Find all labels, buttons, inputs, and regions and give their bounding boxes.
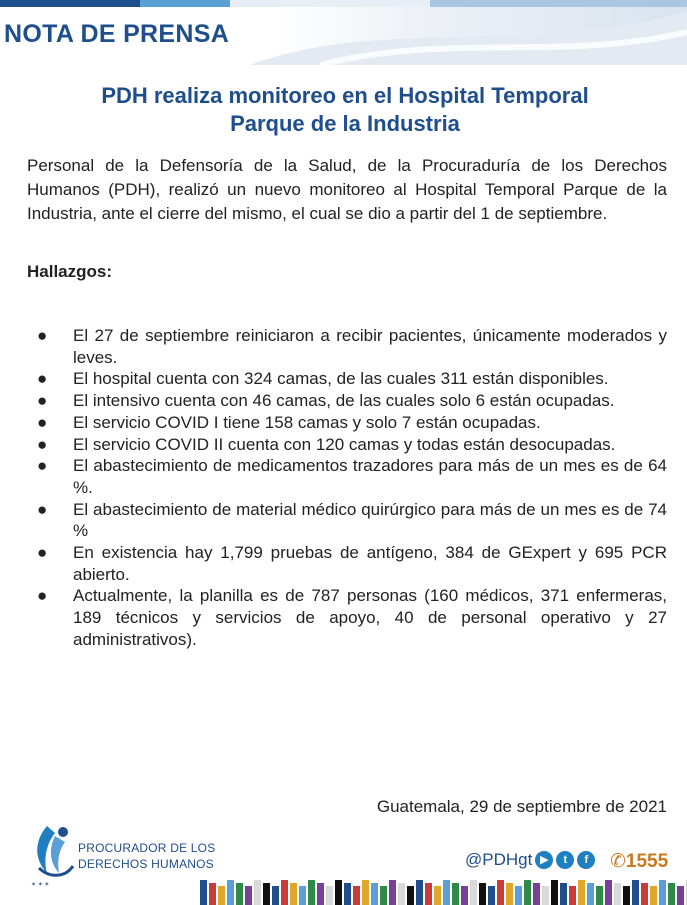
pattern-stripe (200, 880, 207, 905)
list-item: ● El servicio COVID II cuenta con 120 camas y todas están desocupadas. (37, 434, 616, 454)
social-handle[interactable]: @PDHgt (465, 850, 533, 869)
pattern-stripe (434, 886, 441, 905)
place-and-date: Guatemala, 29 de septiembre de 2021 (376, 797, 667, 816)
bullet-icon: ● (37, 412, 48, 432)
twitter-icon[interactable]: t (556, 851, 574, 869)
pattern-stripe (578, 880, 585, 905)
pattern-stripe (290, 883, 297, 905)
headline-line-2: Parque de la Industria (230, 111, 460, 136)
list-item: ● El 27 de septiembre reiniciaron a recibir pacientes, únicamente moderados y leves. (37, 326, 667, 367)
press-release-title: NOTA DE PRENSA (4, 20, 230, 48)
pattern-stripe (425, 883, 432, 905)
list-item: ● El abastecimiento de material médico quirúrgico para más de un mes es de 74 % (37, 499, 667, 541)
pattern-stripe (317, 883, 324, 905)
pattern-stripe (551, 880, 558, 905)
pattern-stripe (407, 886, 414, 905)
pattern-stripe (236, 883, 243, 905)
headline-line-1: PDH realiza monitoreo en el Hospital Temporal (101, 83, 589, 108)
pattern-stripe (272, 886, 279, 905)
pattern-stripe (479, 883, 486, 905)
pattern-stripe (587, 883, 594, 905)
pattern-stripe (614, 883, 621, 905)
social-links (465, 850, 595, 870)
pattern-stripe (326, 886, 333, 905)
pattern-stripe (263, 883, 270, 905)
youtube-icon[interactable]: ▶ (535, 851, 553, 869)
pattern-stripe (308, 880, 315, 905)
top-color-bar (0, 0, 687, 7)
pattern-stripe (209, 883, 216, 905)
bullet-icon: ● (37, 586, 48, 606)
pattern-stripe (218, 886, 225, 905)
pattern-stripe (245, 886, 252, 905)
pattern-stripe (389, 880, 396, 905)
list-item: ● El abastecimiento de medicamentos trazadores para más de un mes es de 64 %. (37, 456, 667, 497)
pattern-stripe (524, 880, 531, 905)
facebook-icon[interactable]: f (577, 851, 595, 869)
list-item: ● En existencia hay 1,799 pruebas de antígeno, 384 de GExpert y 695 PCR abierto. (37, 543, 667, 584)
pattern-stripe (632, 880, 639, 905)
headline (40, 82, 650, 138)
pattern-stripe (596, 886, 603, 905)
pattern-stripe (488, 886, 495, 905)
pattern-stripe (443, 880, 450, 905)
pattern-stripe (560, 883, 567, 905)
pattern-stripe (281, 880, 288, 905)
bullet-icon: ● (37, 326, 48, 345)
pattern-stripe (380, 886, 387, 905)
pattern-stripe (398, 883, 405, 905)
pattern-stripe (659, 880, 666, 905)
pattern-stripe (542, 886, 549, 905)
list-item: ● Actualmente, la planilla es de 787 personas (160 médicos, 371 enfermeras, 189 técnicos y servicios de apoyo, 40 de personal operativo y 27 administrativos). (37, 586, 667, 649)
pattern-stripe (452, 883, 459, 905)
pattern-stripe (650, 886, 657, 905)
pattern-stripe (506, 883, 513, 905)
findings-list (27, 325, 667, 651)
svg-text:✶ ✶ ✶: ✶ ✶ ✶ (31, 882, 50, 888)
pattern-stripe (371, 883, 378, 905)
list-item: ● El servicio COVID I tiene 158 camas y solo 7 están ocupadas. (37, 412, 541, 432)
pattern-stripe (344, 883, 351, 905)
hotline-number: 1555 (625, 851, 669, 872)
pattern-stripe (515, 886, 522, 905)
pattern-stripe (335, 880, 342, 905)
pattern-stripe (227, 880, 234, 905)
bullet-icon: ● (37, 543, 48, 563)
bullet-icon: ● (37, 391, 48, 411)
list-item: ● El intensivo cuenta con 46 camas, de las cuales solo 6 están ocupadas. (37, 391, 615, 411)
pattern-stripe (641, 883, 648, 905)
pattern-stripe (668, 883, 675, 905)
pattern-stripe (353, 886, 360, 905)
logo-line-1: PROCURADOR DE LOS (78, 841, 216, 855)
intro-paragraph: Personal de la Defensoría de la Salud, de la Procuraduría de los Derechos Humanos (PDH), realizó un nuevo monitoreo al Hospital Temporal Parque de la Industria, ante el cierre del mismo, el cual se dio a partir del 1 de septiembre. (27, 156, 667, 223)
findings-heading: Hallazgos: (27, 262, 113, 281)
logo-line-2: DERECHOS HUMANOS (78, 857, 214, 871)
logo-wordmark (78, 840, 215, 872)
bullet-icon: ● (37, 499, 48, 519)
pattern-stripe (254, 880, 261, 905)
hotline (610, 850, 668, 873)
pattern-stripe (362, 880, 369, 905)
bullet-icon: ● (37, 456, 48, 476)
pattern-stripe (677, 886, 684, 905)
pattern-stripe (605, 880, 612, 905)
pattern-stripe (497, 880, 504, 905)
phone-icon: ✆ (610, 851, 626, 872)
pattern-stripe (461, 886, 468, 905)
list-item: ● El hospital cuenta con 324 camas, de las cuales 311 están disponibles. (37, 369, 609, 389)
pattern-stripe (533, 883, 540, 905)
pattern-stripe (416, 880, 423, 905)
bullet-icon: ● (37, 369, 48, 389)
pattern-stripe (569, 886, 576, 905)
pattern-stripe (623, 886, 630, 905)
pattern-stripe (470, 880, 477, 905)
textile-pattern-border (0, 880, 687, 905)
bullet-icon: ● (37, 434, 48, 454)
pattern-stripe (299, 886, 306, 905)
